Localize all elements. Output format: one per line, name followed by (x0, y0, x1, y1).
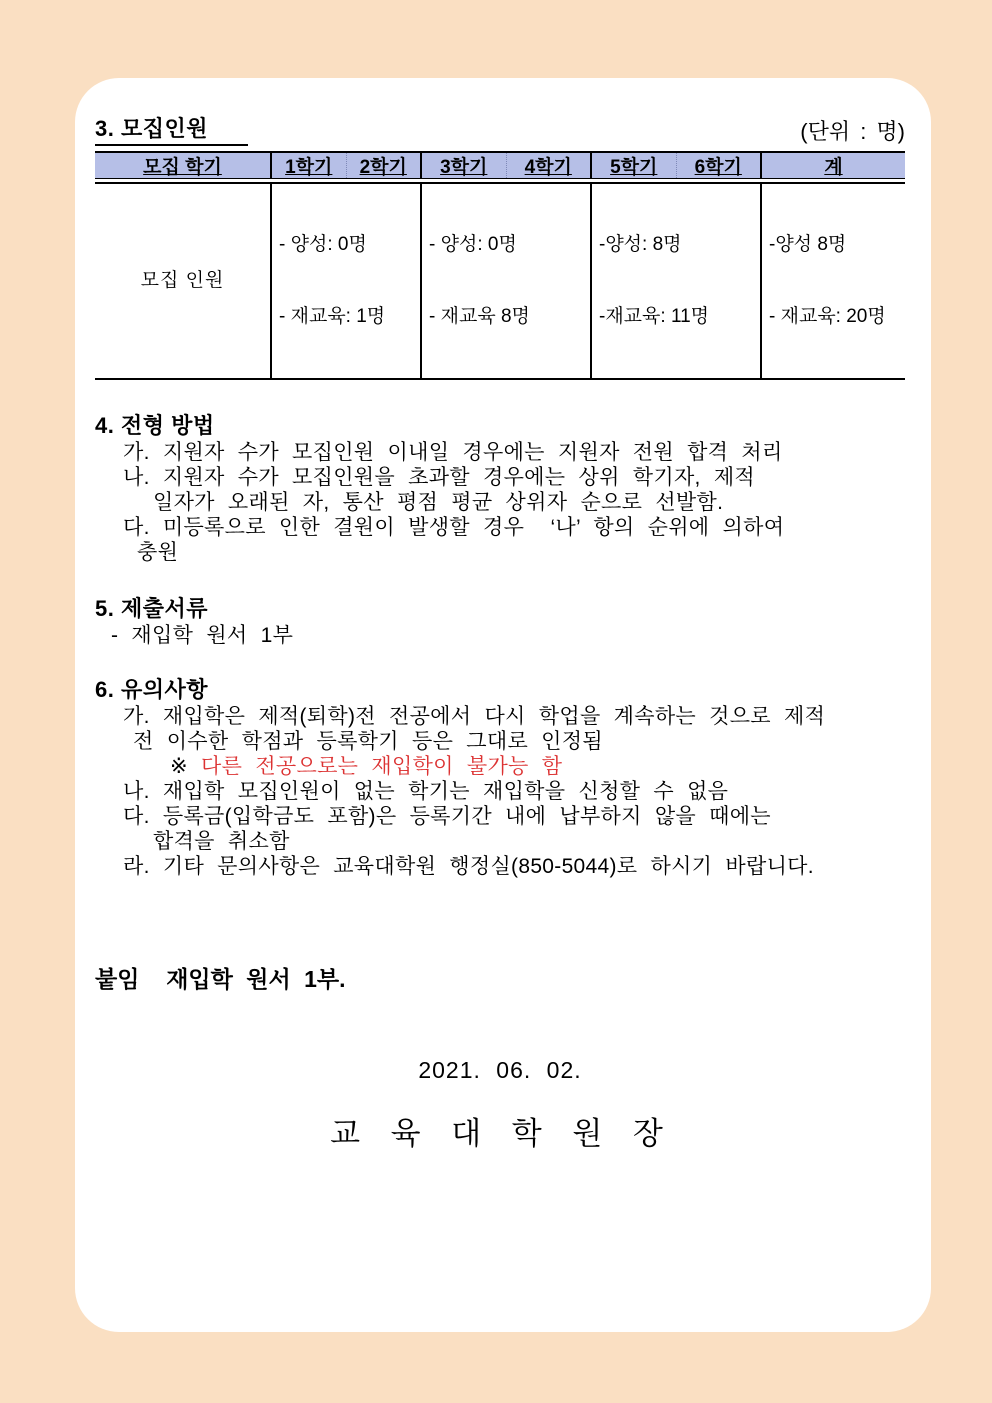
cell-line: -재교육: 11명 (599, 306, 710, 327)
cell-line: - 재교육: 20명 (769, 306, 886, 327)
section6 (95, 673, 905, 879)
cell-line: -양성 8명 (769, 234, 847, 255)
body-line: 다. 미등록으로 인한 결원이 발생할 경우 ‘나’ 항의 순위에 의하여 (123, 516, 785, 539)
table-body-row (95, 184, 905, 378)
header-cell-sem1-2: 1학기 2학기 (270, 153, 420, 178)
body-line: 일자가 오래된 자, 통산 평점 평균 상위자 순으로 선발함. (153, 491, 724, 514)
attachment-line: 붙임 재입학 원서 1부. (95, 966, 346, 992)
cell-sem3-4 (420, 184, 590, 378)
section5-heading: 5. 제출서류 (95, 596, 208, 621)
cell-line: - 재교육: 1명 (279, 306, 386, 327)
body-line: 나. 재입학 모집인원이 없는 학기는 재입학을 신청할 수 없음 (123, 780, 729, 803)
cell-line: - 재교육 8명 (429, 306, 530, 327)
body-line: 가. 재입학은 제적(퇴학)전 전공에서 다시 학업을 계속하는 것으로 제적 (123, 705, 826, 728)
warning-line (95, 754, 905, 779)
body-line: 전 이수한 학점과 등록학기 등은 그대로 인정됨 (133, 730, 603, 753)
body-line: 다. 등록금(입학금도 포함)은 등록기간 내에 납부하지 않을 때에는 (123, 805, 771, 828)
cell-line: -양성: 8명 (599, 234, 682, 255)
body-line: 나. 지원자 수가 모집인원을 초과할 경우에는 상위 학기자, 제적 (123, 466, 755, 489)
body-line: 라. 기타 문의사항은 교육대학원 행정실(850-5044)로 하시기 바랍니다. (123, 855, 814, 878)
section6-heading: 6. 유의사항 (95, 677, 208, 702)
row-label-cell: 모집 인원 (140, 270, 225, 291)
body-line: 가. 지원자 수가 모집인원 이내일 경우에는 지원자 전원 합격 처리 (123, 441, 783, 464)
section4-heading: 4. 전형 방법 (95, 413, 215, 438)
warning-text: 다른 전공으로는 재입학이 불가능 함 (201, 755, 563, 778)
section4 (95, 409, 905, 565)
cell-sem1-2 (270, 184, 420, 378)
body-line: 충원 (137, 541, 179, 564)
header-cell-sem5-6: 5학기 6학기 (590, 153, 760, 178)
document-date: 2021. 06. 02. (418, 1057, 582, 1083)
section5 (95, 592, 905, 648)
cell-line: - 양성: 0명 (429, 234, 517, 255)
signature-title: 교 육 대 학 원 장 (330, 1116, 670, 1151)
recruitment-table (95, 151, 905, 380)
header-cell-semester: 모집 학기 (143, 157, 222, 178)
cell-sem5-6 (590, 184, 760, 378)
body-line: 합격을 취소함 (153, 830, 290, 853)
cell-line: - 양성: 0명 (279, 234, 367, 255)
reference-mark: ※ (170, 755, 202, 778)
header-cell-sem3-4: 3학기 4학기 (420, 153, 590, 178)
unit-note: (단위 : 명) (800, 119, 905, 144)
document-page (75, 78, 931, 1332)
table-header-row (95, 153, 905, 179)
cell-total (760, 184, 905, 378)
body-line: - 재입학 원서 1부 (111, 624, 294, 647)
page-content (75, 78, 931, 1153)
header-cell-total: 계 (760, 153, 905, 178)
section3-title-row (95, 112, 905, 146)
section3-heading: 3. 모집인원 (95, 112, 248, 146)
